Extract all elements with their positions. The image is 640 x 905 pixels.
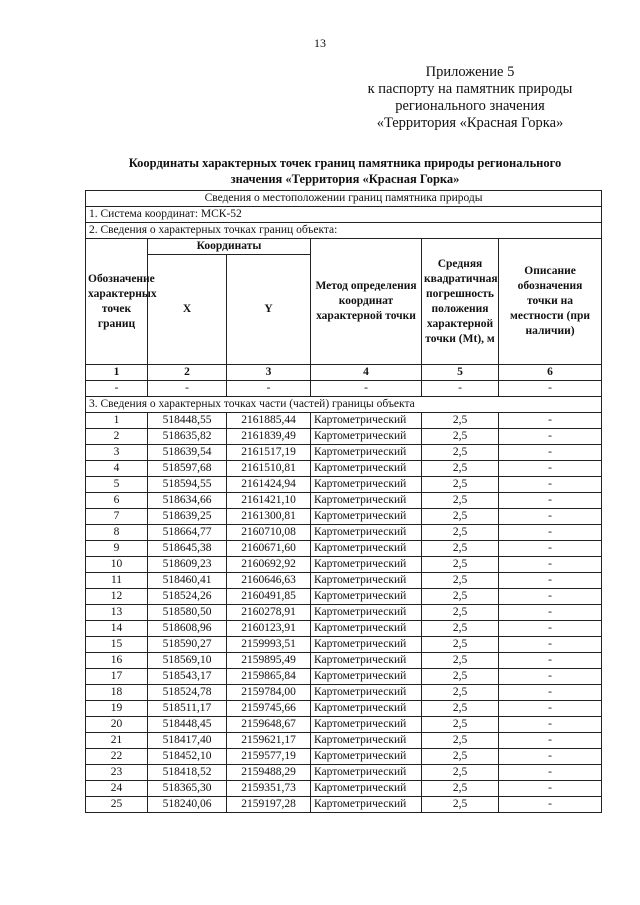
method-cell: Картометрический: [311, 461, 422, 477]
error-cell: 2,5: [422, 685, 499, 701]
x-coordinate: 518639,54: [148, 445, 227, 461]
y-coordinate: 2160692,92: [227, 557, 311, 573]
x-coordinate: 518635,82: [148, 429, 227, 445]
table-row: [86, 781, 602, 797]
error-cell: 2,5: [422, 669, 499, 685]
method-cell: Картометрический: [311, 669, 422, 685]
error-cell: 2,5: [422, 797, 499, 813]
y-coordinate: 2159865,84: [227, 669, 311, 685]
part-info: 3. Сведения о характерных точках части (частей) границы объекта: [86, 397, 602, 413]
y-coordinate: 2161885,44: [227, 413, 311, 429]
method-cell: Картометрический: [311, 445, 422, 461]
method-cell: Картометрический: [311, 413, 422, 429]
description-cell: -: [499, 653, 602, 669]
header-error: Средняя квадратичная погрешность положения характерной точки (Mt), м: [422, 239, 499, 365]
error-cell: 2,5: [422, 621, 499, 637]
x-coordinate: 518524,26: [148, 589, 227, 605]
point-number: 10: [86, 557, 148, 573]
x-coordinate: 518452,10: [148, 749, 227, 765]
point-number: 11: [86, 573, 148, 589]
description-cell: -: [499, 717, 602, 733]
point-number: 18: [86, 685, 148, 701]
description-cell: -: [499, 413, 602, 429]
error-cell: 2,5: [422, 653, 499, 669]
x-coordinate: 518448,45: [148, 717, 227, 733]
description-cell: -: [499, 621, 602, 637]
page-number: 13: [314, 36, 326, 50]
point-number: 6: [86, 493, 148, 509]
table-row: [86, 733, 602, 749]
header-row-1: [86, 239, 602, 255]
description-cell: -: [499, 701, 602, 717]
appendix-line-4: «Территория «Красная Горка»: [376, 115, 564, 131]
description-cell: -: [499, 525, 602, 541]
method-cell: Картометрический: [311, 717, 422, 733]
point-number: 13: [86, 605, 148, 621]
point-number: 23: [86, 765, 148, 781]
method-cell: Картометрический: [311, 685, 422, 701]
y-coordinate: 2159784,00: [227, 685, 311, 701]
points-row: [86, 223, 602, 239]
description-cell: -: [499, 669, 602, 685]
point-number: 7: [86, 509, 148, 525]
section-header-row: [86, 191, 602, 207]
method-cell: Картометрический: [311, 765, 422, 781]
table-row: [86, 765, 602, 781]
x-coordinate: 518448,55: [148, 413, 227, 429]
table-row: [86, 477, 602, 493]
x-coordinate: 518609,23: [148, 557, 227, 573]
y-coordinate: 2161839,49: [227, 429, 311, 445]
header-coordinates: Координаты: [148, 239, 311, 255]
header-description: Описание обозначения точки на местности (при наличии): [499, 239, 602, 365]
error-cell: 2,5: [422, 557, 499, 573]
dash-cell: -: [422, 381, 499, 397]
table-row: [86, 413, 602, 429]
error-cell: 2,5: [422, 429, 499, 445]
point-number: 25: [86, 797, 148, 813]
table-row: [86, 573, 602, 589]
description-cell: -: [499, 749, 602, 765]
point-number: 21: [86, 733, 148, 749]
error-cell: 2,5: [422, 637, 499, 653]
method-cell: Картометрический: [311, 701, 422, 717]
method-cell: Картометрический: [311, 781, 422, 797]
x-coordinate: 518569,10: [148, 653, 227, 669]
error-cell: 2,5: [422, 525, 499, 541]
point-number: 16: [86, 653, 148, 669]
description-cell: -: [499, 733, 602, 749]
point-number: 8: [86, 525, 148, 541]
method-cell: Картометрический: [311, 749, 422, 765]
x-coordinate: 518594,55: [148, 477, 227, 493]
description-cell: -: [499, 637, 602, 653]
y-coordinate: 2159488,29: [227, 765, 311, 781]
description-cell: -: [499, 509, 602, 525]
method-cell: Картометрический: [311, 429, 422, 445]
part-row: [86, 397, 602, 413]
error-cell: 2,5: [422, 717, 499, 733]
point-number: 22: [86, 749, 148, 765]
point-number: 14: [86, 621, 148, 637]
point-number: 24: [86, 781, 148, 797]
y-coordinate: 2159621,17: [227, 733, 311, 749]
error-cell: 2,5: [422, 589, 499, 605]
description-cell: -: [499, 461, 602, 477]
error-cell: 2,5: [422, 605, 499, 621]
x-coordinate: 518590,27: [148, 637, 227, 653]
point-number: 9: [86, 541, 148, 557]
method-cell: Картометрический: [311, 509, 422, 525]
point-number: 3: [86, 445, 148, 461]
error-cell: 2,5: [422, 477, 499, 493]
header-x: X: [148, 255, 227, 365]
table-row: [86, 557, 602, 573]
table-row: [86, 701, 602, 717]
system-row: [86, 207, 602, 223]
col-number: 2: [148, 365, 227, 381]
description-cell: -: [499, 445, 602, 461]
description-cell: -: [499, 765, 602, 781]
point-number: 5: [86, 477, 148, 493]
table-row: [86, 669, 602, 685]
appendix-header: [350, 64, 590, 132]
table-row: [86, 653, 602, 669]
y-coordinate: 2159993,51: [227, 637, 311, 653]
description-cell: -: [499, 477, 602, 493]
y-coordinate: 2159895,49: [227, 653, 311, 669]
table-row: [86, 621, 602, 637]
col-number: 4: [311, 365, 422, 381]
appendix-line-3: регионального значения: [395, 98, 545, 114]
y-coordinate: 2159351,73: [227, 781, 311, 797]
y-coordinate: 2159577,19: [227, 749, 311, 765]
table-row: [86, 717, 602, 733]
method-cell: Картометрический: [311, 653, 422, 669]
description-cell: -: [499, 541, 602, 557]
description-cell: -: [499, 605, 602, 621]
table-row: [86, 685, 602, 701]
table-row: [86, 797, 602, 813]
y-coordinate: 2161424,94: [227, 477, 311, 493]
error-cell: 2,5: [422, 413, 499, 429]
y-coordinate: 2160278,91: [227, 605, 311, 621]
x-coordinate: 518524,78: [148, 685, 227, 701]
method-cell: Картометрический: [311, 637, 422, 653]
x-coordinate: 518645,38: [148, 541, 227, 557]
col-number: 5: [422, 365, 499, 381]
table-row: [86, 429, 602, 445]
y-coordinate: 2159745,66: [227, 701, 311, 717]
y-coordinate: 2160646,63: [227, 573, 311, 589]
y-coordinate: 2161300,81: [227, 509, 311, 525]
dash-cell: -: [499, 381, 602, 397]
y-coordinate: 2161517,19: [227, 445, 311, 461]
appendix-line-1: Приложение 5: [425, 64, 515, 80]
x-coordinate: 518365,30: [148, 781, 227, 797]
title-line-2: значения «Территория «Красная Горка»: [230, 172, 460, 186]
table-row: [86, 461, 602, 477]
point-number: 2: [86, 429, 148, 445]
method-cell: Картометрический: [311, 477, 422, 493]
method-cell: Картометрический: [311, 605, 422, 621]
column-numbers-row: [86, 365, 602, 381]
description-cell: -: [499, 573, 602, 589]
table-row: [86, 637, 602, 653]
y-coordinate: 2161421,10: [227, 493, 311, 509]
y-coordinate: 2160491,85: [227, 589, 311, 605]
x-coordinate: 518460,41: [148, 573, 227, 589]
point-number: 12: [86, 589, 148, 605]
table-row: [86, 445, 602, 461]
appendix-line-2: к паспорту на памятник природы: [367, 81, 573, 97]
col-number: 6: [499, 365, 602, 381]
coordinate-system: 1. Система координат: МСК-52: [86, 207, 602, 223]
error-cell: 2,5: [422, 749, 499, 765]
point-number: 1: [86, 413, 148, 429]
method-cell: Картометрический: [311, 557, 422, 573]
table-row: [86, 541, 602, 557]
y-coordinate: 2159197,28: [227, 797, 311, 813]
description-cell: -: [499, 493, 602, 509]
x-coordinate: 518608,96: [148, 621, 227, 637]
description-cell: -: [499, 797, 602, 813]
dash-row: [86, 381, 602, 397]
col-number: 3: [227, 365, 311, 381]
table-row: [86, 525, 602, 541]
table-row: [86, 509, 602, 525]
y-coordinate: 2160671,60: [227, 541, 311, 557]
description-cell: -: [499, 589, 602, 605]
points-info: 2. Сведения о характерных точках границ объекта:: [86, 223, 602, 239]
point-number: 17: [86, 669, 148, 685]
y-coordinate: 2159648,67: [227, 717, 311, 733]
method-cell: Картометрический: [311, 541, 422, 557]
y-coordinate: 2161510,81: [227, 461, 311, 477]
x-coordinate: 518580,50: [148, 605, 227, 621]
dash-cell: -: [227, 381, 311, 397]
description-cell: -: [499, 685, 602, 701]
error-cell: 2,5: [422, 445, 499, 461]
x-coordinate: 518597,68: [148, 461, 227, 477]
error-cell: 2,5: [422, 573, 499, 589]
dash-cell: -: [311, 381, 422, 397]
y-coordinate: 2160123,91: [227, 621, 311, 637]
x-coordinate: 518639,25: [148, 509, 227, 525]
y-coordinate: 2160710,08: [227, 525, 311, 541]
x-coordinate: 518634,66: [148, 493, 227, 509]
x-coordinate: 518511,17: [148, 701, 227, 717]
header-y: Y: [227, 255, 311, 365]
x-coordinate: 518240,06: [148, 797, 227, 813]
x-coordinate: 518664,77: [148, 525, 227, 541]
error-cell: 2,5: [422, 765, 499, 781]
dash-cell: -: [86, 381, 148, 397]
method-cell: Картометрический: [311, 589, 422, 605]
table-row: [86, 493, 602, 509]
point-number: 19: [86, 701, 148, 717]
description-cell: -: [499, 781, 602, 797]
point-number: 15: [86, 637, 148, 653]
x-coordinate: 518418,52: [148, 765, 227, 781]
error-cell: 2,5: [422, 541, 499, 557]
method-cell: Картометрический: [311, 573, 422, 589]
error-cell: 2,5: [422, 733, 499, 749]
x-coordinate: 518417,40: [148, 733, 227, 749]
error-cell: 2,5: [422, 701, 499, 717]
method-cell: Картометрический: [311, 525, 422, 541]
method-cell: Картометрический: [311, 733, 422, 749]
title-line-1: Координаты характерных точек границ памятника природы регионального: [128, 156, 562, 170]
point-number: 20: [86, 717, 148, 733]
document-title: [100, 155, 590, 187]
x-coordinate: 518543,17: [148, 669, 227, 685]
error-cell: 2,5: [422, 461, 499, 477]
point-number: 4: [86, 461, 148, 477]
method-cell: Картометрический: [311, 797, 422, 813]
dash-cell: -: [148, 381, 227, 397]
header-designation: Обозначение характерных точек границ: [86, 239, 148, 365]
error-cell: 2,5: [422, 781, 499, 797]
description-cell: -: [499, 557, 602, 573]
col-number: 1: [86, 365, 148, 381]
method-cell: Картометрический: [311, 493, 422, 509]
description-cell: -: [499, 429, 602, 445]
coordinates-table: [85, 190, 602, 813]
section-header: Сведения о местоположении границ памятника природы: [86, 191, 602, 207]
error-cell: 2,5: [422, 509, 499, 525]
header-method: Метод определения координат характерной точки: [311, 239, 422, 365]
method-cell: Картометрический: [311, 621, 422, 637]
error-cell: 2,5: [422, 493, 499, 509]
table-row: [86, 749, 602, 765]
table-row: [86, 605, 602, 621]
table-row: [86, 589, 602, 605]
